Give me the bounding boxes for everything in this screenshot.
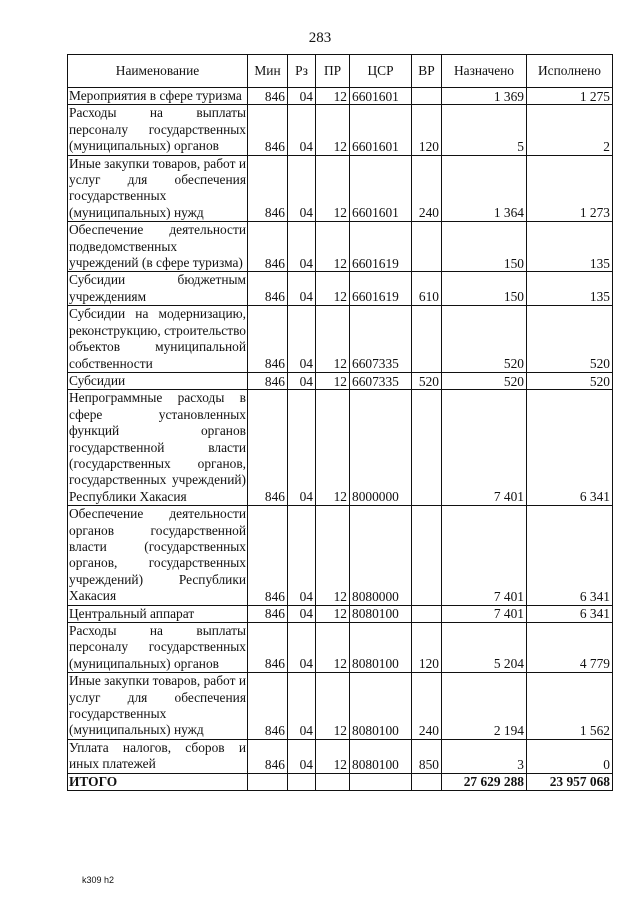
row-name: Мероприятия в сфере туризма: [68, 88, 248, 105]
row-pr: 12: [316, 222, 350, 272]
row-min: 846: [248, 739, 288, 773]
row-name: Обеспечение деятельности подведомственных учреждений (в сфере туризма): [69, 222, 246, 271]
row-pr: 12: [316, 306, 350, 373]
row-assigned: 5: [442, 105, 527, 155]
row-assigned: 1 364: [442, 155, 527, 222]
row-rz: 04: [288, 506, 316, 605]
table-row: [68, 88, 613, 105]
row-rz: 04: [288, 372, 316, 389]
total-empty-cell: [412, 773, 442, 790]
table-row: [68, 506, 613, 605]
total-executed: 23 957 068: [527, 773, 613, 790]
row-rz: 04: [288, 272, 316, 306]
row-rz: 04: [288, 88, 316, 105]
row-vr: 520: [412, 372, 442, 389]
row-rz: 04: [288, 222, 316, 272]
row-rz: 04: [288, 155, 316, 222]
header-executed: Исполнено: [527, 55, 613, 88]
row-min: 846: [248, 88, 288, 105]
row-vr: 610: [412, 272, 442, 306]
footer-code: k309 h2: [82, 875, 115, 885]
row-name: Расходы на выплаты персоналу государственных (муниципальных) органов: [69, 623, 246, 671]
row-name: Субсидии на модернизацию, реконструкцию, строительство объектов муниципальной собственности: [69, 306, 246, 371]
row-assigned: 150: [442, 222, 527, 272]
row-vr: 240: [412, 673, 442, 740]
row-min: 846: [248, 372, 288, 389]
table-body: [68, 88, 613, 774]
total-empty-cell: [350, 773, 412, 790]
row-assigned: 3: [442, 739, 527, 773]
total-empty-cell: [316, 773, 350, 790]
table-row: [68, 739, 613, 773]
row-executed: 4 779: [527, 623, 613, 673]
row-min: 846: [248, 673, 288, 740]
row-executed: 6 341: [527, 605, 613, 622]
table-row: [68, 390, 613, 506]
row-name: Центральный аппарат: [68, 605, 248, 622]
row-assigned: 150: [442, 272, 527, 306]
row-csr: 6607335: [350, 306, 412, 373]
row-executed: 6 341: [527, 390, 613, 506]
table-row: [68, 155, 613, 222]
row-min: 846: [248, 390, 288, 506]
row-csr: 8080100: [350, 739, 412, 773]
row-rz: 04: [288, 739, 316, 773]
total-empty-cell: [248, 773, 288, 790]
table-row: [68, 105, 613, 155]
table-row: [68, 623, 613, 673]
table-header-row: [68, 55, 613, 88]
row-executed: 135: [527, 272, 613, 306]
row-rz: 04: [288, 105, 316, 155]
table-row: [68, 306, 613, 373]
page-number: 283: [308, 30, 332, 46]
row-name: Субсидии бюджетным учреждениям: [69, 272, 246, 304]
row-vr: [412, 605, 442, 622]
row-pr: 12: [316, 739, 350, 773]
row-executed: 520: [527, 306, 613, 373]
row-rz: 04: [288, 673, 316, 740]
row-min: 846: [248, 306, 288, 373]
header-name: Наименование: [68, 55, 248, 88]
row-executed: 520: [527, 372, 613, 389]
header-csr: ЦСР: [350, 55, 412, 88]
row-name: Непрограммные расходы в сфере установленных функций органов государственной власти (государственных органов, государственных учреждений) Республики Хакасия: [69, 390, 246, 504]
row-assigned: 7 401: [442, 605, 527, 622]
table-row: [68, 222, 613, 272]
row-csr: 8080100: [350, 605, 412, 622]
row-csr: 8080100: [350, 673, 412, 740]
row-vr: [412, 88, 442, 105]
row-min: 846: [248, 605, 288, 622]
row-assigned: 7 401: [442, 390, 527, 506]
row-executed: 1 275: [527, 88, 613, 105]
row-csr: 6601619: [350, 272, 412, 306]
row-assigned: 7 401: [442, 506, 527, 605]
row-vr: 120: [412, 105, 442, 155]
table-row: [68, 372, 613, 389]
row-name: Расходы на выплаты персоналу государственных (муниципальных) органов: [69, 105, 246, 154]
table-row: [68, 605, 613, 622]
header-rz: Рз: [288, 55, 316, 88]
row-executed: 1 273: [527, 155, 613, 222]
row-pr: 12: [316, 605, 350, 622]
row-csr: 6601601: [350, 105, 412, 155]
row-pr: 12: [316, 623, 350, 673]
total-label: ИТОГО: [68, 773, 248, 790]
table-row: [68, 272, 613, 306]
row-csr: 6601601: [350, 155, 412, 222]
row-name: Иные закупки товаров, работ и услуг для обеспечения государственных (муниципальных) нужд: [69, 673, 246, 738]
total-empty-cell: [288, 773, 316, 790]
row-pr: 12: [316, 272, 350, 306]
row-pr: 12: [316, 673, 350, 740]
row-csr: 8080100: [350, 623, 412, 673]
budget-table: [67, 54, 613, 791]
row-min: 846: [248, 506, 288, 605]
row-pr: 12: [316, 105, 350, 155]
row-executed: 2: [527, 105, 613, 155]
row-vr: 240: [412, 155, 442, 222]
total-row: [68, 773, 613, 790]
row-assigned: 1 369: [442, 88, 527, 105]
row-vr: 850: [412, 739, 442, 773]
row-vr: [412, 506, 442, 605]
header-pr: ПР: [316, 55, 350, 88]
row-min: 846: [248, 222, 288, 272]
row-pr: 12: [316, 88, 350, 105]
row-name: Иные закупки товаров, работ и услуг для обеспечения государственных (муниципальных) нужд: [69, 155, 246, 220]
row-executed: 0: [527, 739, 613, 773]
row-assigned: 520: [442, 372, 527, 389]
row-csr: 6601619: [350, 222, 412, 272]
row-csr: 8080000: [350, 506, 412, 605]
row-vr: [412, 222, 442, 272]
row-executed: 6 341: [527, 506, 613, 605]
table-row: [68, 673, 613, 740]
row-rz: 04: [288, 306, 316, 373]
total-assigned: 27 629 288: [442, 773, 527, 790]
row-rz: 04: [288, 390, 316, 506]
header-assigned: Назначено: [442, 55, 527, 88]
row-min: 846: [248, 155, 288, 222]
row-executed: 1 562: [527, 673, 613, 740]
row-assigned: 520: [442, 306, 527, 373]
row-rz: 04: [288, 623, 316, 673]
header-vr: ВР: [412, 55, 442, 88]
row-csr: 6601601: [350, 88, 412, 105]
header-min: Мин: [248, 55, 288, 88]
row-min: 846: [248, 272, 288, 306]
row-executed: 135: [527, 222, 613, 272]
row-min: 846: [248, 623, 288, 673]
row-name: Субсидии: [68, 372, 248, 389]
row-rz: 04: [288, 605, 316, 622]
row-min: 846: [248, 105, 288, 155]
row-vr: 120: [412, 623, 442, 673]
row-assigned: 5 204: [442, 623, 527, 673]
row-pr: 12: [316, 372, 350, 389]
row-csr: 8000000: [350, 390, 412, 506]
row-vr: [412, 306, 442, 373]
row-pr: 12: [316, 390, 350, 506]
row-vr: [412, 390, 442, 506]
row-name: Уплата налогов, сборов и иных платежей: [69, 739, 246, 772]
row-name: Обеспечение деятельности органов государственной власти (государственных органов, государственных учреждений) Республики Хакасия: [69, 506, 246, 604]
row-pr: 12: [316, 506, 350, 605]
row-assigned: 2 194: [442, 673, 527, 740]
row-pr: 12: [316, 155, 350, 222]
row-csr: 6607335: [350, 372, 412, 389]
